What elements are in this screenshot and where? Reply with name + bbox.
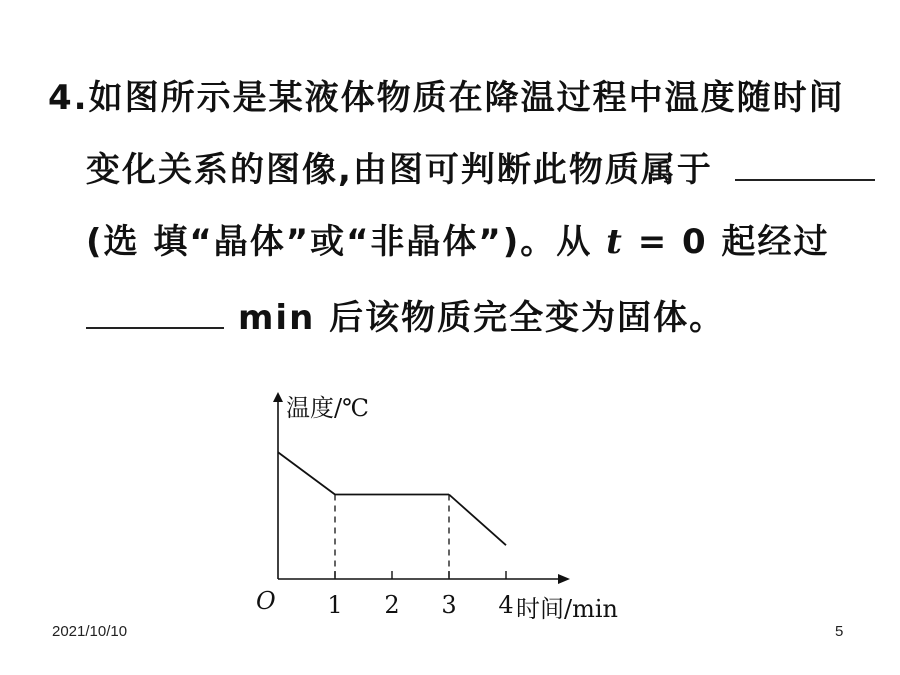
question-line-1 — [48, 70, 845, 119]
origin-label: O — [256, 587, 276, 615]
answer-blank-1[interactable] — [735, 149, 875, 181]
y-axis-label: 温度/℃ — [286, 394, 369, 422]
question-text-4: min 后该物质完全变为固体。 — [238, 298, 726, 338]
footer-date: 2021/10/10 — [52, 623, 128, 640]
y-axis-arrow — [273, 392, 283, 402]
x-tick-label-4: 4 — [498, 591, 514, 619]
x-axis-label: 时间/min — [516, 595, 618, 623]
question-line-2 — [86, 142, 875, 191]
question-text-3b: = 0 起经过 — [637, 222, 830, 262]
answer-blank-2[interactable] — [86, 297, 224, 329]
x-tick-label-1: 1 — [327, 591, 343, 619]
chart-labels — [256, 394, 618, 623]
series-segment-1 — [278, 452, 335, 494]
question-line-3 — [86, 214, 830, 263]
footer-page-number: 5 — [835, 623, 844, 640]
x-tick-label-3: 3 — [441, 591, 457, 619]
chart-guides — [335, 495, 449, 580]
series-segment-3 — [449, 495, 506, 546]
question-number: 4. — [48, 78, 89, 118]
temperature-time-chart — [240, 370, 660, 635]
question-text-3a: (选 填“晶体”或“非晶体”)。从 — [86, 222, 593, 262]
question-text-1: 如图所示是某液体物质在降温过程中温度随时间 — [88, 78, 845, 118]
question-text-2: 变化关系的图像,由图可判断此物质属于 — [86, 150, 713, 190]
chart-series — [278, 452, 506, 545]
variable-t: t — [606, 222, 624, 262]
x-axis-arrow — [558, 574, 570, 584]
x-tick-label-2: 2 — [384, 591, 400, 619]
question-line-4 — [86, 290, 725, 339]
